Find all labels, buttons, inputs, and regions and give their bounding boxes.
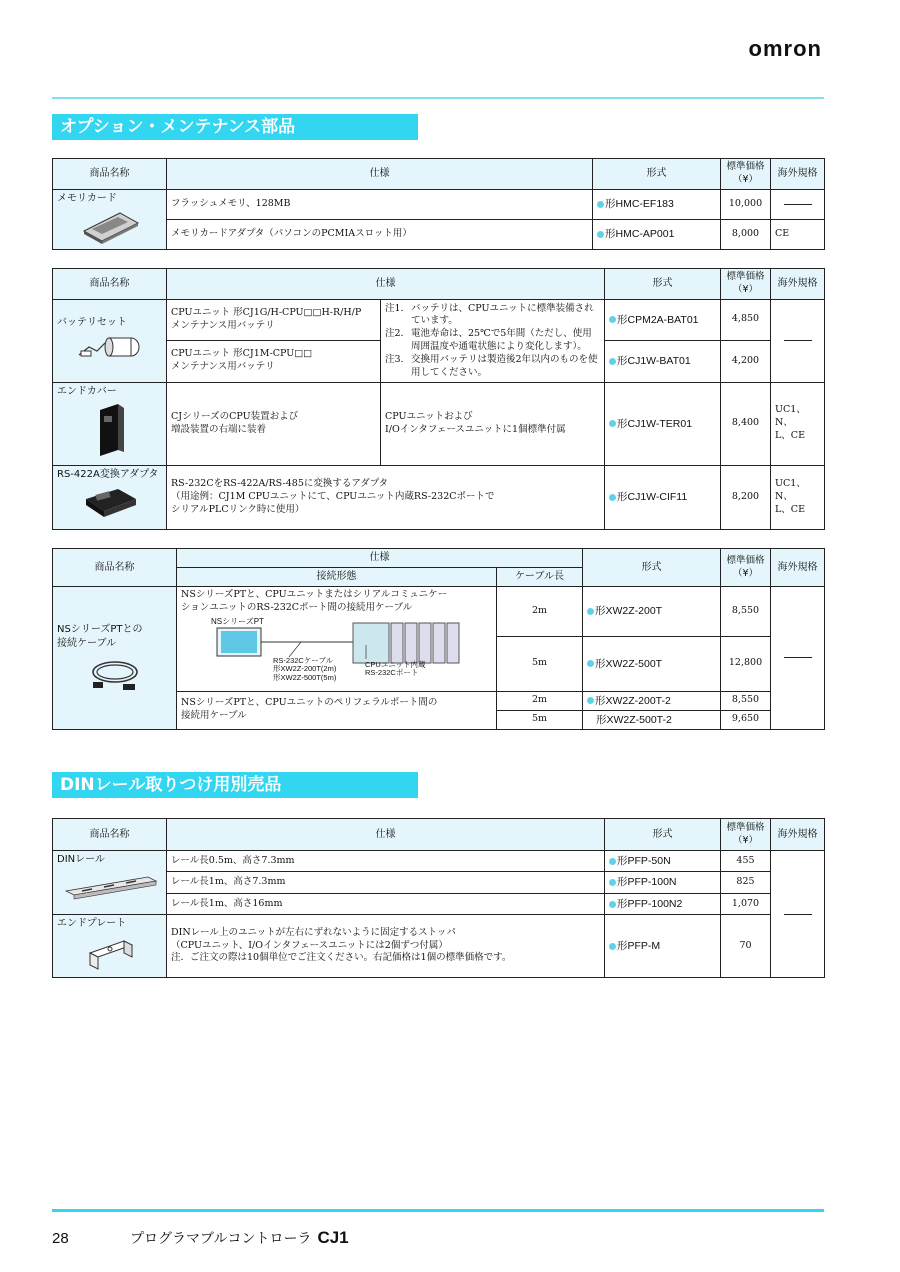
header-price: 標準価格（¥） xyxy=(721,269,771,300)
price-cj1w-ter01: 8,400 xyxy=(721,382,771,465)
diagram-pt-label: NSシリーズPT xyxy=(211,616,264,626)
spec-flash: フラッシュメモリ、128MB xyxy=(167,189,593,219)
model-pfp-100n: 形PFP-100N xyxy=(605,872,721,894)
price-pfp-100n: 825 xyxy=(721,872,771,894)
header-price: 標準価格（¥） xyxy=(721,159,771,190)
model-pfp-m: 形PFP-M xyxy=(605,915,721,978)
header-std: 海外規格 xyxy=(771,159,825,190)
price-hmc-ap001: 8,000 xyxy=(721,219,771,249)
diagram-graphic xyxy=(181,616,497,689)
price-hmc-ef183: 10,000 xyxy=(721,189,771,219)
price-xw2z-200t: 8,550 xyxy=(721,587,771,637)
price-xw2z-500t: 12,800 xyxy=(721,636,771,691)
footer-model: CJ1 xyxy=(317,1228,349,1247)
section-title-din-rail: DINレール取りつけ用別売品 xyxy=(52,772,418,798)
spec-end-cover-b: CPUユニットおよび I/Oインタフェースユニットに1個標準付属 xyxy=(381,382,605,465)
price-pfp-100n2: 1,070 xyxy=(721,894,771,915)
product-memory-card xyxy=(53,189,167,249)
price-pfp-m: 70 xyxy=(721,915,771,978)
memory-card-image xyxy=(78,209,142,245)
diagram-cable-label: RS-232Cケーブル 形XW2Z-200T(2m) 形XW2Z-500T(5m) xyxy=(273,655,337,682)
diagram-port-label: CPUユニット内蔵 RS-232Cポート xyxy=(365,659,426,678)
spec-rail-100n2: レール長1m、高さ16mm xyxy=(167,894,605,915)
header-std: 海外規格 xyxy=(771,819,825,851)
header-spec: 仕様 xyxy=(177,549,583,568)
product-label: バッテリセット xyxy=(57,316,127,328)
product-label: エンドプレート xyxy=(57,918,127,929)
std-ns-cables xyxy=(771,587,825,730)
price-cj1w-cif11: 8,200 xyxy=(721,465,771,529)
spec-battery-cj1g: CPUユニット 形CJ1G/H-CPU□□H-R/H/P メンテナンス用バッテリ xyxy=(167,299,381,340)
spec-battery-cj1m: CPUユニット 形CJ1M-CPU□□ メンテナンス用バッテリ xyxy=(167,340,381,382)
model-hmc-ef183: 形HMC-EF183 xyxy=(593,189,721,219)
std-battery xyxy=(771,299,825,382)
product-label-2: 接続ケーブル xyxy=(57,637,117,649)
page-number: 28 xyxy=(52,1230,69,1247)
product-rs422-adapter xyxy=(53,465,167,529)
end-cover-image xyxy=(90,402,130,458)
spec-rs232c-connection: NSシリーズPTと、CPUユニットまたはシリアルコミュニケー ションユニットのRS-232Cポート間の接続用ケーブル NSシリーズPT RS-232Cケーブル 形XW2Z-200T(2m) 形XW2Z-500T(5m) CPUユニット内蔵 RS-232Cポート xyxy=(177,587,497,692)
product-battery-set xyxy=(53,299,167,382)
header-name: 商品名称 xyxy=(53,819,167,851)
spec-rs422-adapter: RS-232CをRS-422A/RS-485に変換するアダプタ （用途例：CJ1M CPUユニットにて、CPUユニット内蔵RS-232Cポートで シリアルPLCリンク時に使用） xyxy=(167,465,605,529)
length-xw2z-500t-2: 5m xyxy=(497,710,583,729)
footer-divider xyxy=(52,1209,824,1212)
battery-image xyxy=(75,333,145,363)
spec-end-plate: DINレール上のユニットが左右にずれないように固定するストッパ （CPUユニット、I/Oインタフェースユニットには2個ずつ付属） 注．ご注文の際は10個単位でご注文ください。右記価格は1個の標準価格です。 xyxy=(167,915,605,978)
spec-rail-50n: レール長0.5m、高さ7.3mm xyxy=(167,851,605,872)
header-model: 形式 xyxy=(605,269,721,300)
product-din-rail xyxy=(53,851,167,915)
header-name: 商品名称 xyxy=(53,269,167,300)
header-spec: 仕様 xyxy=(167,269,605,300)
model-xw2z-200t: 形XW2Z-200T xyxy=(583,587,721,637)
header-spec: 仕様 xyxy=(167,159,593,190)
din-rail-table xyxy=(52,818,825,978)
spec-peripheral-connection: NSシリーズPTと、CPUユニットのペリフェラルポート間の 接続用ケーブル xyxy=(177,691,497,729)
header-connection: 接続形態 xyxy=(177,568,497,587)
section-title-options: オプション・メンテナンス部品 xyxy=(52,114,418,140)
omron-logo: omron xyxy=(748,36,822,61)
model-hmc-ap001: 形HMC-AP001 xyxy=(593,219,721,249)
product-label-1: NSシリーズPTとの xyxy=(57,624,143,635)
price-xw2z-500t-2: 9,650 xyxy=(721,710,771,729)
product-label: RS-422A変換アダプタ xyxy=(57,468,159,480)
footer-title: プログラマブルコントローラ CJ1 xyxy=(130,1228,349,1247)
connection-diagram xyxy=(181,616,492,689)
model-pfp-100n2: 形PFP-100N2 xyxy=(605,894,721,915)
header-price: 標準価格（¥） xyxy=(721,819,771,851)
length-xw2z-200t-2: 2m xyxy=(497,691,583,710)
spec-adapter: メモリカードアダプタ（パソコンのPCMIAスロット用） xyxy=(167,219,593,249)
product-label: エンドカバー xyxy=(57,385,117,397)
product-ns-pt-cable xyxy=(53,587,177,730)
battery-notes: 注1. バッテリは、CPUユニットに標準装備されています。 注2. 電池寿命は、25℃で5年間（ただし、使用周囲温度や通電状態により変化します）。 注3. 交換用バッテリは製造後2年以内のものを使用してください。 xyxy=(381,299,605,382)
model-xw2z-500t: 形XW2Z-500T xyxy=(583,636,721,691)
product-end-cover xyxy=(53,382,167,465)
length-xw2z-200t: 2m xyxy=(497,587,583,637)
end-plate-image xyxy=(80,935,140,975)
product-end-plate xyxy=(53,915,167,978)
product-label: DINレール xyxy=(57,854,105,865)
model-cj1w-bat01: 形CJ1W-BAT01 xyxy=(605,340,721,382)
std-din-parts xyxy=(771,851,825,978)
model-xw2z-500t-2: 形XW2Z-500T-2 xyxy=(583,710,721,729)
memory-card-table xyxy=(52,158,825,250)
model-cj1w-cif11: 形CJ1W-CIF11 xyxy=(605,465,721,529)
ns-pt-cable-table xyxy=(52,548,825,730)
header-model: 形式 xyxy=(593,159,721,190)
header-std: 海外規格 xyxy=(771,269,825,300)
price-cj1w-bat01: 4,200 xyxy=(721,340,771,382)
din-rail-image xyxy=(62,871,158,901)
model-pfp-50n: 形PFP-50N xyxy=(605,851,721,872)
header-name: 商品名称 xyxy=(53,159,167,190)
header-model: 形式 xyxy=(583,549,721,587)
price-cpm2a-bat01: 4,850 xyxy=(721,299,771,340)
header-cable-length: ケーブル長 xyxy=(497,568,583,587)
std-cj1w-cif11: UC1、N、 L、CE xyxy=(771,465,825,529)
header-model: 形式 xyxy=(605,819,721,851)
product-label: メモリカード xyxy=(57,192,117,204)
price-xw2z-200t-2: 8,550 xyxy=(721,691,771,710)
price-pfp-50n: 455 xyxy=(721,851,771,872)
spec-rail-100n: レール長1m、高さ7.3mm xyxy=(167,872,605,894)
length-xw2z-500t: 5m xyxy=(497,636,583,691)
std-hmc-ap001: CE xyxy=(771,219,825,249)
top-divider xyxy=(52,97,824,99)
model-cpm2a-bat01: 形CPM2A-BAT01 xyxy=(605,299,721,340)
maintenance-parts-table xyxy=(52,268,825,530)
model-xw2z-200t-2: 形XW2Z-200T-2 xyxy=(583,691,721,710)
model-cj1w-ter01: 形CJ1W-TER01 xyxy=(605,382,721,465)
std-cj1w-ter01: UC1、N、 L、CE xyxy=(771,382,825,465)
rs422-adapter-image xyxy=(78,485,142,521)
header-spec: 仕様 xyxy=(167,819,605,851)
header-price: 標準価格（¥） xyxy=(721,549,771,587)
cable-image xyxy=(85,654,145,694)
header-name: 商品名称 xyxy=(53,549,177,587)
std-hmc-ef183 xyxy=(771,189,825,219)
spec-end-cover-a: CJシリーズのCPU装置および 増設装置の右端に装着 xyxy=(167,382,381,465)
header-std: 海外規格 xyxy=(771,549,825,587)
